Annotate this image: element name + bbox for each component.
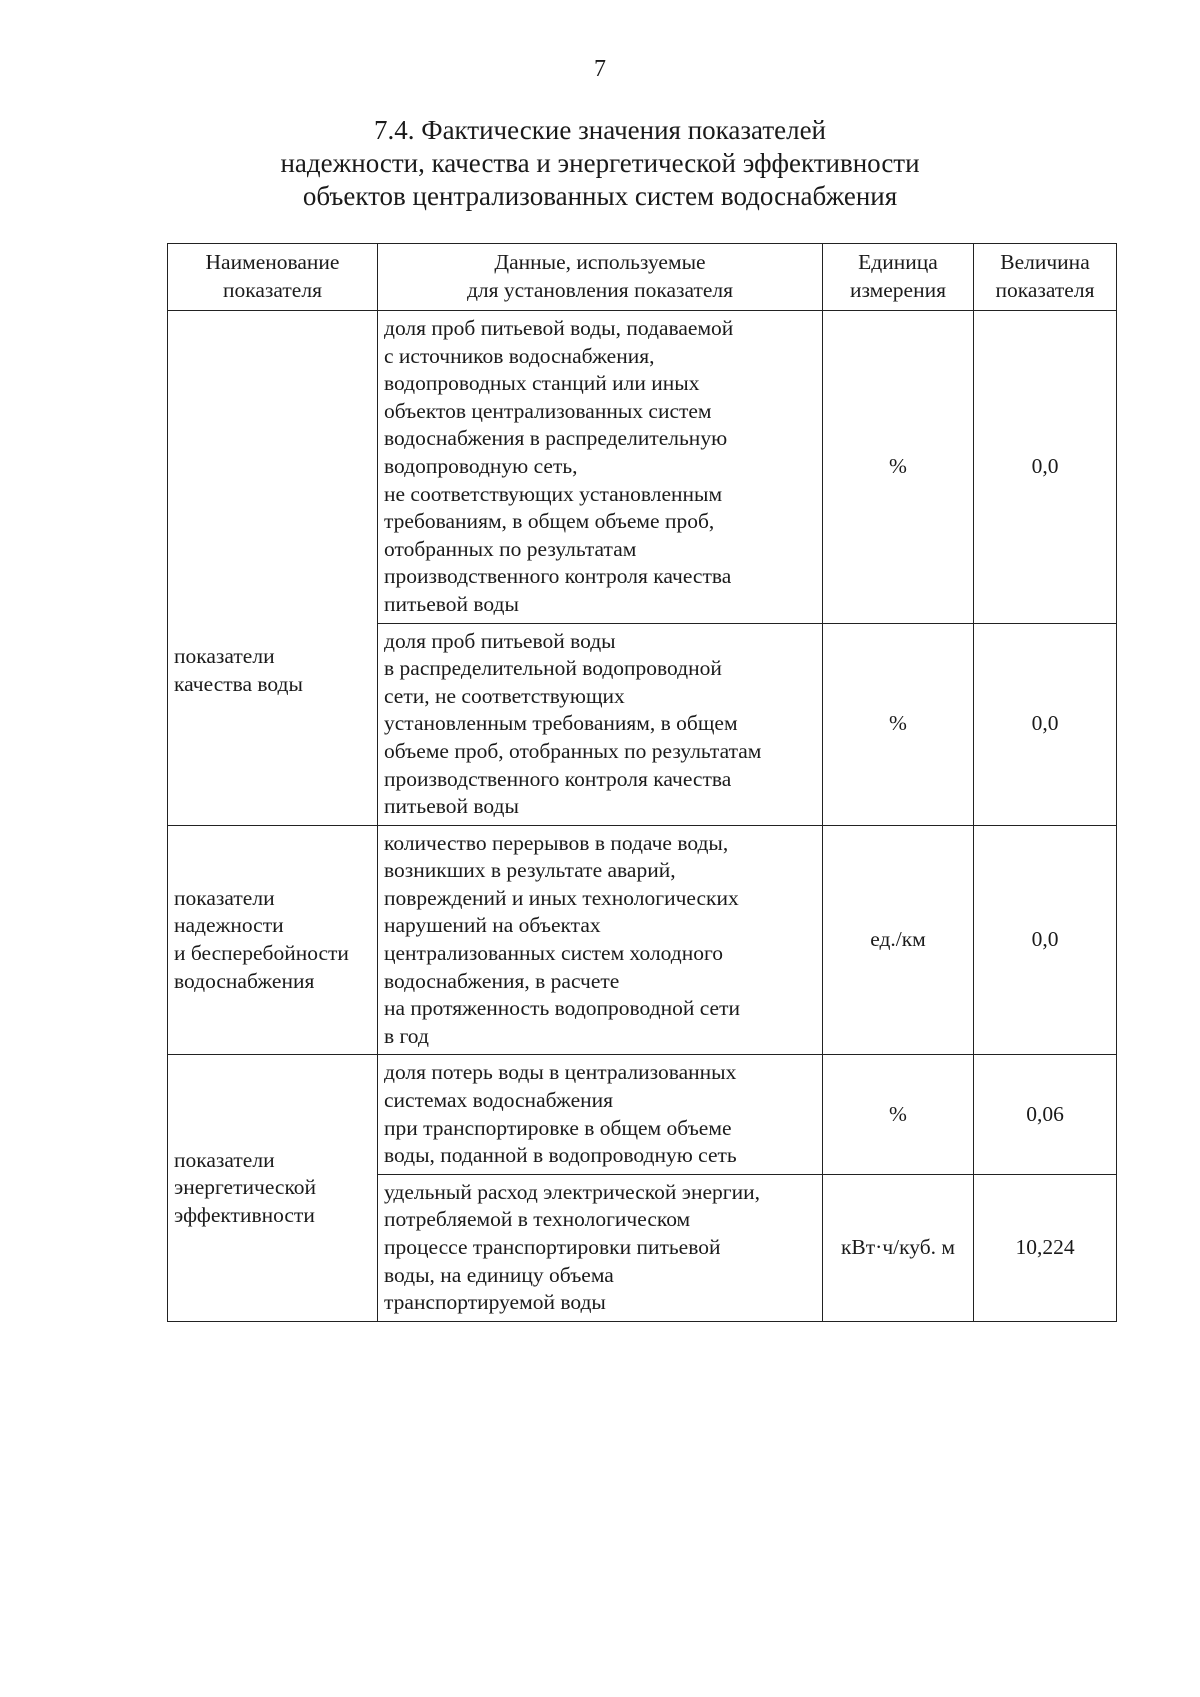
row-unit: % [823,311,974,624]
header-indicator-name: Наименование показателя [168,244,378,311]
row-value: 0,06 [974,1055,1117,1174]
group-name-energy-efficiency: показатели энергетической эффективности [168,1055,378,1321]
table-header-row [168,244,1117,311]
table-row [168,311,1117,624]
row-unit: кВт·ч/куб. м [823,1174,974,1321]
row-value: 0,0 [974,623,1117,825]
indicators-table [167,243,1117,1322]
row-data-text: доля проб питьевой воды в распределительной водопроводной сети, не соответствующих установленным требованиям, в общем объеме проб, отобранных по результатам производственного контроля качества питьевой воды [378,623,823,825]
row-value: 0,0 [974,825,1117,1055]
row-data-text: доля проб питьевой воды, подаваемой с источников водоснабжения, водопроводных станций или иных объектов централизованных систем водоснабжения в распределительную водопроводную сеть, не соответствующих установленным требованиям, в общем объеме проб, отобранных по результатам производственного контроля качества питьевой воды [378,311,823,624]
title-line: объектов централизованных систем водоснабжения [302,181,898,211]
row-data-text: количество перерывов в подаче воды, возникших в результате аварий, повреждений и иных технологических нарушений на объектах централизованных систем холодного водоснабжения, в расчете на протяженность водопроводной сети в год [378,825,823,1055]
section-title [0,114,1200,213]
page-number: 7 [594,56,606,82]
row-value: 10,224 [974,1174,1117,1321]
row-unit: ед./км [823,825,974,1055]
title-line: надежности, качества и энергетической эффективности [280,148,920,178]
row-unit: % [823,1055,974,1174]
header-value: Величина показателя [974,244,1117,311]
header-source-data: Данные, используемые для установления показателя [378,244,823,311]
row-data-text: удельный расход электрической энергии, потребляемой в технологическом процессе транспортировки питьевой воды, на единицу объема транспортируемой воды [378,1174,823,1321]
table-row [168,1055,1117,1174]
group-name-water-quality: показатели качества воды [168,311,378,826]
row-data-text: доля потерь воды в централизованных системах водоснабжения при транспортировке в общем объеме воды, поданной в водопроводную сеть [378,1055,823,1174]
title-line: 7.4. Фактические значения показателей [373,115,827,145]
row-unit: % [823,623,974,825]
header-unit: Единица измерения [823,244,974,311]
row-value: 0,0 [974,311,1117,624]
table-row [168,825,1117,1055]
group-name-reliability: показатели надежности и бесперебойности водоснабжения [168,825,378,1055]
